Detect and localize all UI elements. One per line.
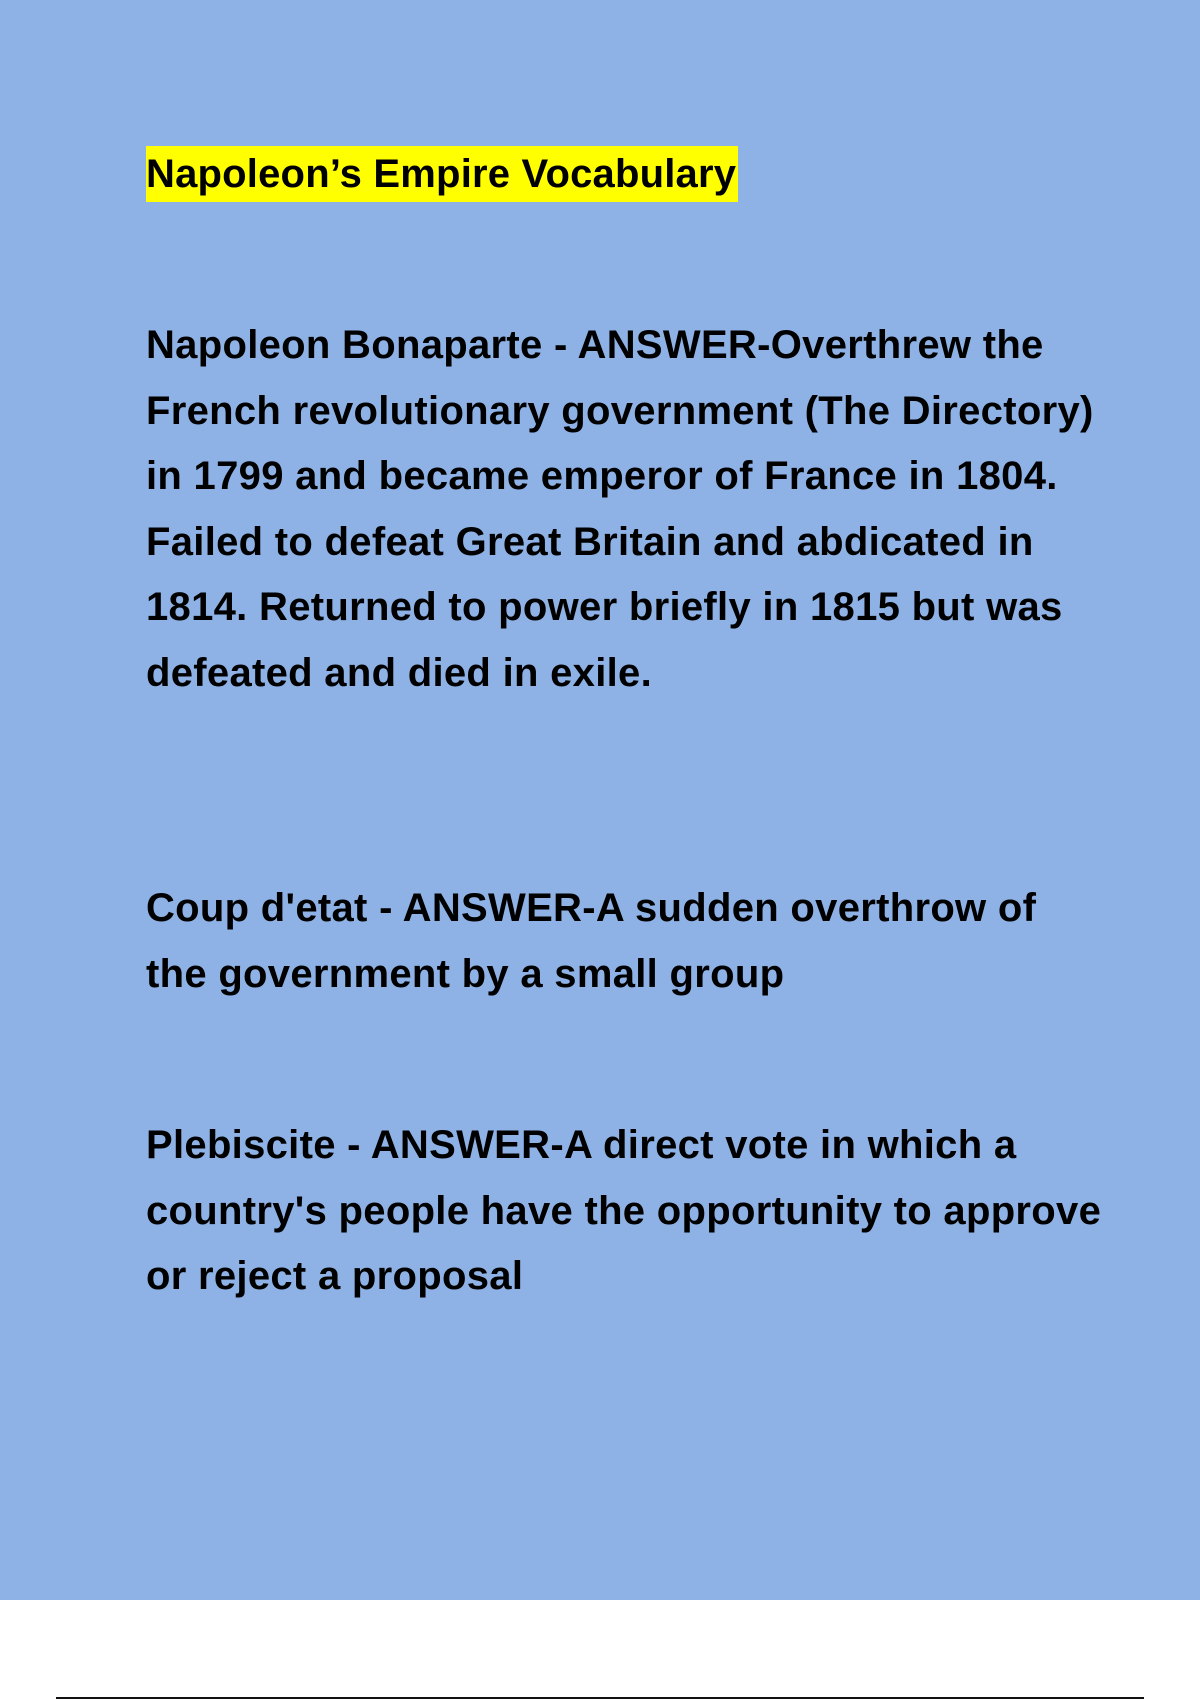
page-title: Napoleon’s Empire Vocabulary: [146, 146, 738, 202]
vocab-definition: A direct vote in which a country's people have the opportunity to approve or reject a proposal: [146, 1123, 1102, 1298]
vocab-entry-coup-detat: [146, 876, 1106, 1007]
vocab-definition: A sudden overthrow of the government by a small group: [146, 886, 1037, 996]
vocab-entry-napoleon-bonaparte: [146, 313, 1106, 706]
answer-tag: ANSWER -: [403, 886, 596, 930]
vocab-term: Plebiscite -: [146, 1123, 371, 1167]
vocab-term: Napoleon Bonaparte -: [146, 323, 578, 367]
vocab-definition: Overthrew the French revolutionary government (The Directory) in 1799 and became emperor of France in 1804. Failed to defeat Great Britain and abdicated in 1814. Returned to power briefly in 1815 but was defeated and died in exile.: [146, 323, 1094, 695]
answer-tag: ANSWER -: [371, 1123, 564, 1167]
vocab-entry-plebiscite: [146, 1113, 1106, 1310]
footer-divider: [56, 1697, 1144, 1699]
answer-tag: ANSWER -: [578, 323, 771, 367]
vocabulary-content: [146, 146, 1106, 1298]
vocab-term: Coup d'etat -: [146, 886, 403, 930]
